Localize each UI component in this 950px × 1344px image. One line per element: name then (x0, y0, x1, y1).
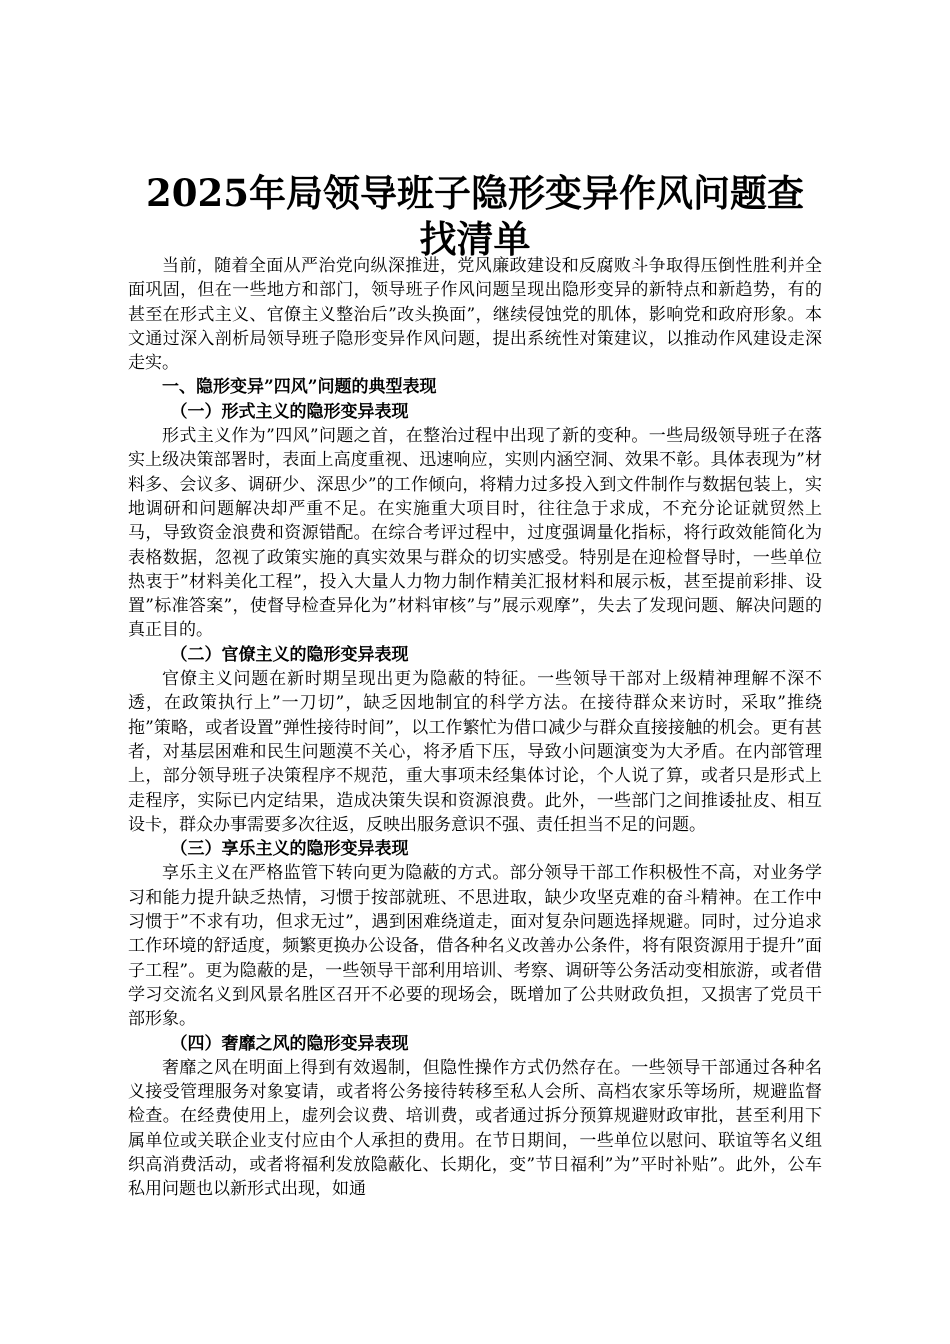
section-heading-1: 一、隐形变异”四风”问题的典型表现 (162, 377, 437, 398)
subsection-heading-1: （一）形式主义的隐形变异表现 (170, 401, 409, 422)
subsection-heading-4: （四）奢靡之风的隐形变异表现 (170, 1033, 409, 1054)
subsection-heading-3: （三）享乐主义的隐形变异表现 (170, 839, 409, 860)
subsection-heading-2: （二）官僚主义的隐形变异表现 (170, 644, 409, 665)
subsection-paragraph-1: 形式主义作为”四风”问题之首，在整治过程中出现了新的变种。一些局级领导班子在落实上级决策部署时，表面上高度重视、迅速响应，实则内涵空洞、效果不彰。具体表现为”材料多、会议多、调研少、深思少”的工作倾向，将精力过多投入到文件制作与数据包装上，实地调研和问题解决却严重不足。在实施重大项目时，往往急于求成，不充分论证就贸然上马，导致资金浪费和资源错配。在综合考评过程中，过度强调量化指标，将行政效能简化为表格数据，忽视了政策实施的真实效果与群众的切实感受。特别是在迎检督导时，一些单位热衷于”材料美化工程”，投入大量人力物力制作精美汇报材料和展示板，甚至提前彩排、设置”标准答案”，使督导检查异化为”材料审核”与”展示观摩”，失去了发现问题、解决问题的真正目的。 (128, 426, 822, 641)
intro-paragraph: 当前，随着全面从严治党向纵深推进，党风廉政建设和反腐败斗争取得压倒性胜利并全面巩固，但在一些地方和部门，领导班子作风问题呈现出隐形变异的新特点和新趋势，有的甚至在形式主义、官僚主义整治后”改头换面”，继续侵蚀党的肌体，影响党和政府形象。本文通过深入剖析局领导班子隐形变异作风问题，提出系统性对策建议，以推动作风建设走深走实。 (128, 256, 822, 374)
subsection-paragraph-2: 官僚主义问题在新时期呈现出更为隐蔽的特征。一些领导干部对上级精神理解不深不透，在政策执行上”一刀切”，缺乏因地制宜的科学方法。在接待群众来访时，采取”推绕拖”策略，或者设置”弹性接待时间”，以工作繁忙为借口减少与群众直接接触的机会。更有甚者，对基层困难和民生问题漠不关心，将矛盾下压，导致小问题演变为大矛盾。在内部管理上，部分领导班子决策程序不规范，重大事项未经集体讨论，个人说了算，或者只是形式上走程序，实际已内定结果，造成决策失误和资源浪费。此外，一些部门之间推诿扯皮、相互设卡，群众办事需要多次往返，反映出服务意识不强、责任担当不足的问题。 (128, 669, 822, 835)
subsection-paragraph-4: 奢靡之风在明面上得到有效遏制，但隐性操作方式仍然存在。一些领导干部通过各种名义接受管理服务对象宴请，或者将公务接待转移至私人会所、高档农家乐等场所，规避监督检查。在经费使用上，虚列会议费、培训费，或者通过拆分预算规避财政审批，甚至利用下属单位或关联企业支付应由个人承担的费用。在节日期间，一些单位以慰问、联谊等名义组织高消费活动，或者将福利发放隐蔽化、长期化，变”节日福利”为”平时补贴”。此外，公车私用问题也以新形式出现，如通 (128, 1057, 822, 1200)
document-body (128, 254, 822, 1202)
subsection-paragraph-3: 享乐主义在严格监管下转向更为隐蔽的方式。部分领导干部工作积极性不高，对业务学习和能力提升缺乏热情，习惯于按部就班、不思进取，缺少攻坚克难的奋斗精神。在工作中习惯于”不求有功，但求无过”，遇到困难绕道走，面对复杂问题选择规避。同时，过分追求工作环境的舒适度，频繁更换办公设备，借各种名义改善办公条件，将有限资源用于提升”面子工程”。更为隐蔽的是，一些领导干部利用培训、考察、调研等公务活动变相旅游，或者借学习交流名义到风景名胜区召开不必要的现场会，既增加了公共财政负担，又损害了党员干部形象。 (128, 863, 822, 1030)
document-title: 2025年局领导班子隐形变异作风问题查找清单 (146, 171, 804, 261)
